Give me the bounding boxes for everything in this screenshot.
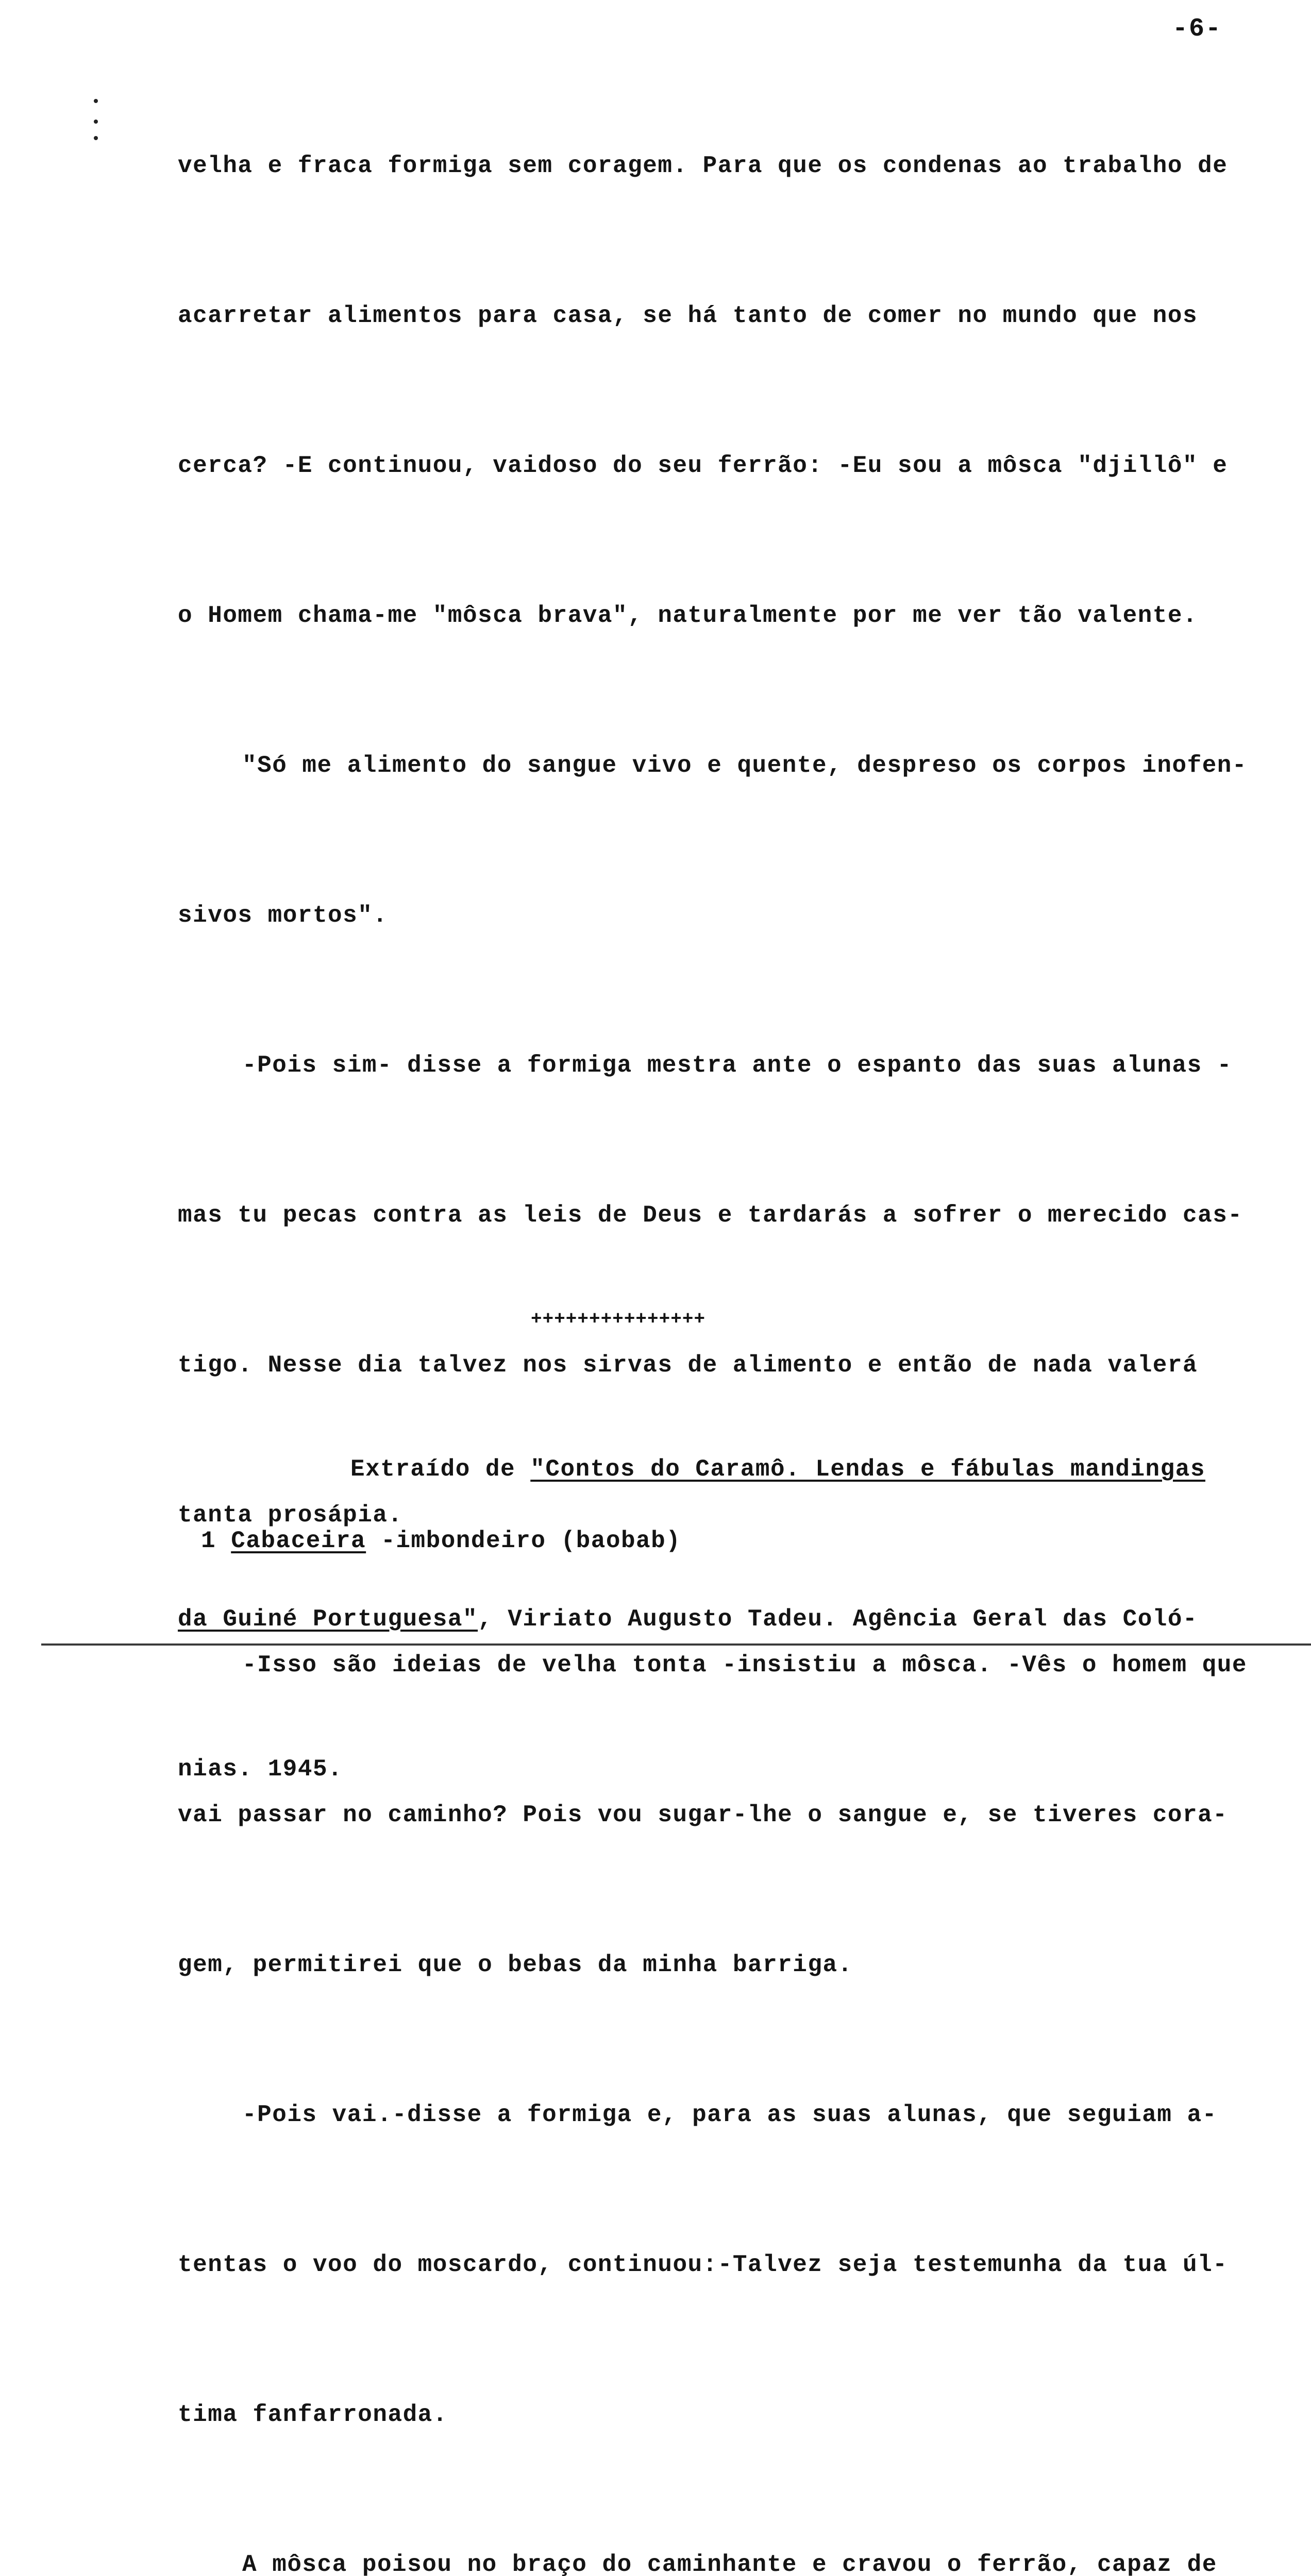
text-line: tanta prosápia. bbox=[178, 1502, 403, 1529]
text-line: tentas o voo do moscardo, continuou:-Talvez seja testemunha da tua úl- bbox=[178, 2251, 1228, 2278]
citation-prefix: Extraído de bbox=[350, 1456, 531, 1483]
text-line: -Pois sim- disse a formiga mestra ante o espanto das suas alunas - bbox=[242, 1052, 1232, 1079]
text-line: acarretar alimentos para casa, se há tanto de comer no mundo que nos bbox=[178, 302, 1198, 329]
text-line: cerca? -E continuou, vaidoso do seu ferrão: -Eu sou a môsca "djillô" e bbox=[178, 452, 1228, 479]
text-line: "Só me alimento do sangue vivo e quente, despreso os corpos inofen- bbox=[242, 752, 1248, 779]
citation-author: , Viriato Augusto Tadeu. Agência Geral das Coló- bbox=[478, 1606, 1198, 1633]
footnote-definition: -imbondeiro (baobab) bbox=[366, 1528, 681, 1554]
text-line: A môsca poisou no braço do caminhante e cravou o ferrão, capaz de bbox=[242, 2551, 1217, 2576]
citation-line bbox=[178, 1445, 1286, 1495]
source-citation bbox=[178, 1345, 1286, 1894]
section-separator: +++++++++++++++ bbox=[531, 1309, 706, 1330]
footnote-number: 1 bbox=[201, 1528, 216, 1554]
body-text bbox=[178, 41, 1286, 2576]
text-line: o Homem chama-me "môsca brava", naturalmente por me ver tão valente. bbox=[178, 602, 1198, 629]
text-line: gem, permitirei que o bebas da minha barriga. bbox=[178, 1952, 853, 1978]
text-line: tima fanfarronada. bbox=[178, 2401, 448, 2428]
page-number: -6- bbox=[1172, 14, 1222, 44]
text-line: tigo. Nesse dia talvez nos sirvas de alimento e então de nada valerá bbox=[178, 1352, 1198, 1379]
text-line: mas tu pecas contra as leis de Deus e tardarás a sofrer o merecido cas- bbox=[178, 1202, 1243, 1229]
citation-line bbox=[178, 1595, 1286, 1645]
text-line: -Pois vai.-disse a formiga e, para as suas alunas, que seguiam a- bbox=[242, 2102, 1217, 2128]
footnote bbox=[201, 1528, 681, 1554]
text-line: vai passar no caminho? Pois vou sugar-lhe o sangue e, se tiveres cora- bbox=[178, 1802, 1228, 1828]
footnote-term: Cabaceira bbox=[231, 1528, 366, 1554]
citation-line: nias. 1945. bbox=[178, 1756, 343, 1783]
citation-title: "Contos do Caramô. Lendas e fábulas mandingas bbox=[530, 1456, 1205, 1483]
text-line: -Isso são ideias de velha tonta -insistiu a môsca. -Vês o homem que bbox=[242, 1652, 1248, 1679]
text-line: velha e fraca formiga sem coragem. Para que os condenas ao trabalho de bbox=[178, 152, 1228, 179]
bottom-rule bbox=[41, 1643, 1311, 1646]
margin-marks bbox=[94, 99, 100, 145]
text-line: sivos mortos". bbox=[178, 902, 388, 929]
citation-title: da Guiné Portuguesa" bbox=[178, 1606, 478, 1633]
